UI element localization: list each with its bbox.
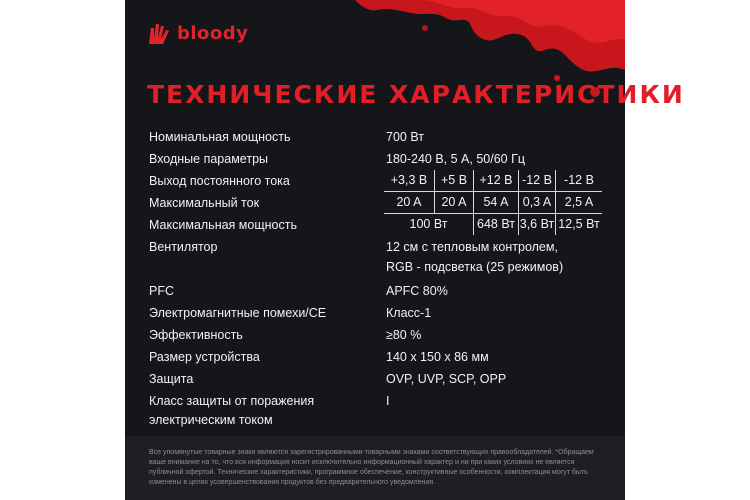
rail-current: 54 A <box>474 192 519 214</box>
rail-power-row <box>384 214 602 236</box>
rail-table <box>384 170 602 235</box>
spec-value: ≥80 % <box>386 328 422 342</box>
disclaimer-text: Все упомянутые товарные знаки являются зарегистрированными товарными знаками соответствующих правообладателей. *Обращаем ваше внимание на то, что вся информация носит исключительно информационный характер и ни при каких условиях не является публичной офертой. Технические характеристики, программное обеспечение, конструктивные особенности, комплектация могут быть изменены в целях усовершенствования продуктов без предварительного уведомления. <box>149 449 594 486</box>
rail-voltage: +12 В <box>474 170 519 192</box>
spec-label: Класс защиты от поражения <box>149 394 315 408</box>
footer-disclaimer <box>125 436 625 500</box>
rail-current: 20 A <box>435 192 474 214</box>
rail-power: 648 Вт <box>474 214 519 236</box>
spec-value: 180-240 В, 5 А, 50/60 Гц <box>386 152 526 166</box>
rail-current: 2,5 A <box>556 192 603 214</box>
rail-current: 20 A <box>384 192 435 214</box>
spec-label: Максимальный ток <box>149 196 260 210</box>
brand-logo <box>145 20 248 46</box>
rail-voltage: +3,3 В <box>384 170 435 192</box>
spec-value: 140 x 150 x 86 мм <box>386 350 489 364</box>
spec-row-input <box>125 148 625 170</box>
spec-row-size <box>125 346 625 368</box>
spec-row-pfc <box>125 280 625 302</box>
spec-label: Номинальная мощность <box>149 130 291 144</box>
brand-name: bloody <box>177 22 249 44</box>
page-title: ТЕХНИЧЕСКИЕ ХАРАКТЕРИСТИКИ <box>147 80 685 109</box>
spec-value: OVP, UVP, SCP, OPP <box>386 372 507 386</box>
spec-label: Входные параметры <box>149 152 269 166</box>
spec-label: электрическим током <box>149 413 273 427</box>
spec-value: RGB - подсветка (25 режимов) <box>386 260 564 274</box>
bloody-hand-icon <box>145 20 173 46</box>
spec-label: Размер устройства <box>149 350 260 364</box>
spec-value: I <box>386 394 390 408</box>
rail-current-row <box>384 192 602 214</box>
spec-row-fan <box>125 236 625 280</box>
spec-label: Вентилятор <box>149 240 218 254</box>
spec-row-shock-class <box>125 390 625 434</box>
spec-value: 700 Вт <box>386 130 424 144</box>
spec-card <box>125 0 685 500</box>
spec-row-efficiency <box>125 324 625 346</box>
rail-voltage: -12 В <box>519 170 556 192</box>
spec-label: Защита <box>149 372 194 386</box>
spec-label: Максимальная мощность <box>149 218 297 232</box>
rail-voltage-row <box>384 170 602 192</box>
rail-power: 100 Вт <box>384 214 474 236</box>
spec-value: Класс-1 <box>386 306 432 320</box>
rail-voltage: -12 В <box>556 170 603 192</box>
rail-current: 0,3 A <box>519 192 556 214</box>
spec-row-dc-output <box>125 170 625 236</box>
spec-label: Выход постоянного тока <box>149 174 290 188</box>
spec-label: Эффективность <box>149 328 243 342</box>
spec-label: Электромагнитные помехи/CE <box>149 306 327 320</box>
rail-power: 12,5 Вт <box>558 217 600 231</box>
rail-power: 3,6 Вт <box>519 214 556 236</box>
spec-label: PFC <box>149 284 174 298</box>
spec-row-emi <box>125 302 625 324</box>
spec-row-protection <box>125 368 625 390</box>
rail-voltage: +5 В <box>435 170 474 192</box>
spec-row-power <box>125 126 625 148</box>
spec-value: 12 см с тепловым контролем, <box>386 240 558 254</box>
spec-value: APFC 80% <box>386 284 448 298</box>
